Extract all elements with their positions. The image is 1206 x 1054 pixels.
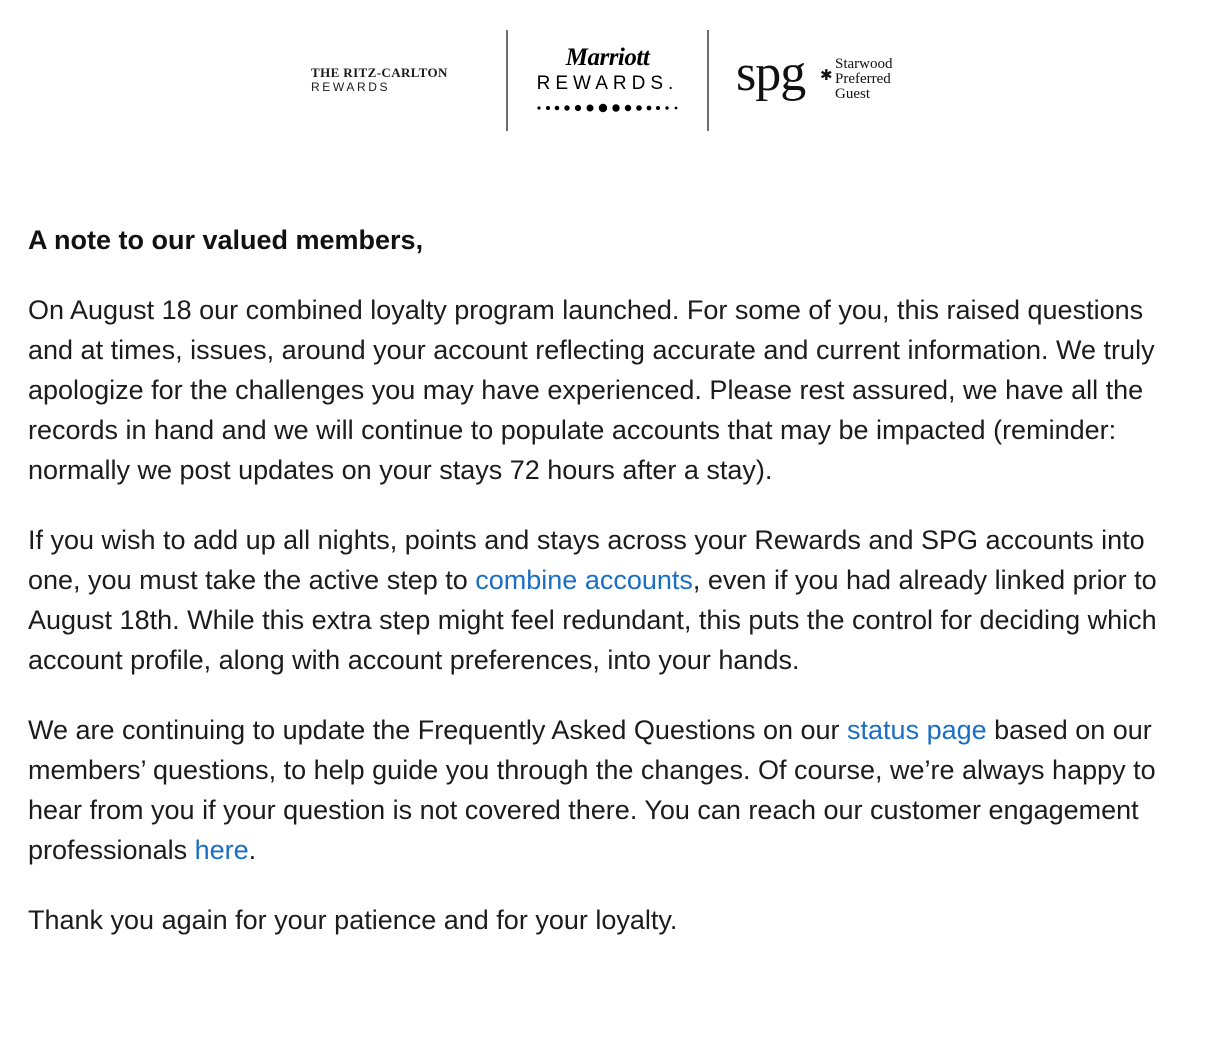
marriott-dots-icon (535, 102, 681, 114)
spg-star-icon: ✱ (820, 67, 833, 84)
brand-logos-header (0, 30, 1206, 132)
spg-logo (736, 45, 916, 110)
spg-line-guest: Guest (835, 86, 870, 102)
ritz-rewards-label: REWARDS (311, 80, 391, 94)
paragraph-text: , even if you had already linked prior to August 18th. While this extra step might feel redundant, this puts the control for deciding which account profile, along with account preferences, into your hands. (28, 565, 1157, 675)
ritz-carlton-name: THE RITZ-CARLTON (311, 65, 448, 80)
paragraph-text: . (248, 835, 257, 865)
letter-greeting: A note to our valued members, (28, 225, 424, 255)
marriott-rewards-label: REWARDS. (536, 73, 679, 94)
paragraph-text: based on our members’ questions, to help guide you through the changes. Of course, we’re always happy to hear from you if your question is not covered there. You can reach our customer engagement professionals (28, 715, 1156, 865)
paragraph-faq (28, 710, 1193, 870)
marriott-wordmark: Marriott (565, 44, 650, 71)
combine-accounts-link[interactable]: combine accounts (475, 565, 693, 595)
logo-divider (506, 30, 508, 131)
marriott-rewards-logo (530, 44, 685, 114)
contact-here-link[interactable]: here (194, 835, 249, 865)
ritz-carlton-rewards-logo (311, 65, 486, 94)
status-page-link[interactable]: status page (847, 715, 987, 745)
paragraph-text: We are continuing to update the Frequently Asked Questions on our (28, 715, 848, 745)
paragraph-text: If you wish to add up all nights, points and stays across your Rewards and SPG accounts into one, you must take the active step to (28, 525, 1145, 595)
logo-divider (707, 30, 709, 131)
member-letter (28, 220, 1193, 940)
spg-line-preferred: Preferred (835, 71, 891, 87)
paragraph-combine-accounts (28, 520, 1193, 680)
spg-line-starwood: Starwood (835, 56, 893, 72)
spg-wordmark: spg (736, 45, 806, 102)
paragraph-thank-you: Thank you again for your patience and for your loyalty. (28, 905, 678, 935)
paragraph-launch: On August 18 our combined loyalty program launched. For some of you, this raised questions and at times, issues, around your account reflecting accurate and current information. We truly apologize for the challenges you may have experienced. Please rest assured, we have all the records in hand and we will continue to populate accounts that may be impacted (reminder: normally we post updates on your stays 72 hours after a stay). (28, 295, 1155, 485)
spg-full-name (835, 57, 893, 102)
